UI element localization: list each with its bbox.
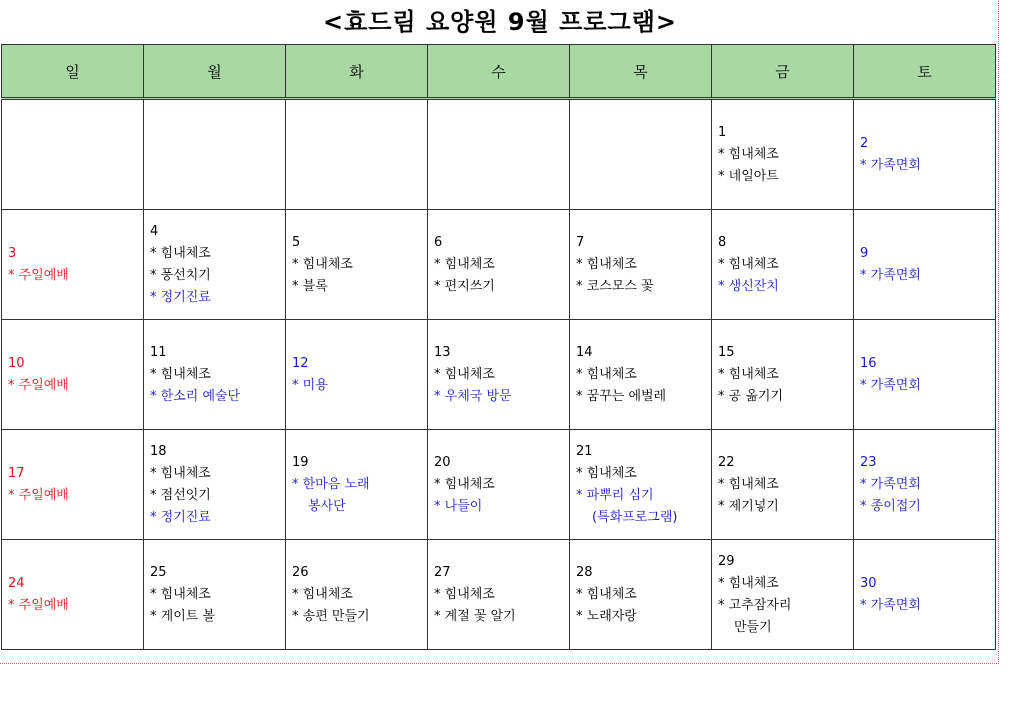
day-cell	[2, 99, 144, 210]
program-item: * 힘내체조	[718, 476, 779, 492]
day-cell	[570, 99, 712, 210]
program-item: * 파뿌리 심기	[576, 487, 654, 503]
program-item: * 가족면회	[860, 597, 921, 613]
program-item: * 꿈꾸는 에벌레	[576, 388, 667, 404]
page-title: <효드림 요양원 9월 프로그램>	[322, 8, 677, 36]
day-number: 12	[292, 355, 309, 371]
day-number: 25	[150, 564, 167, 580]
weekday-header: 월	[144, 45, 286, 99]
program-item: * 우체국 방문	[434, 388, 512, 404]
program-item: * 주일예배	[8, 597, 69, 613]
day-number: 15	[718, 344, 735, 360]
day-cell	[286, 540, 428, 650]
day-cell	[286, 430, 428, 540]
program-item: * 가족면회	[860, 377, 921, 393]
program-item: * 공 옮기기	[718, 388, 783, 404]
program-item: * 게이트 볼	[150, 608, 215, 624]
day-cell	[2, 320, 144, 430]
program-item: (특화프로그램)	[592, 509, 678, 525]
day-cell	[428, 430, 570, 540]
program-item: * 점선잇기	[150, 487, 211, 503]
day-number: 30	[860, 575, 877, 591]
day-cell	[428, 320, 570, 430]
weekday-header: 일	[2, 45, 144, 99]
program-item: * 생신잔치	[718, 278, 779, 294]
day-cell	[570, 430, 712, 540]
day-number: 26	[292, 564, 309, 580]
program-item: * 코스모스 꽃	[576, 278, 654, 294]
weekday-header: 금	[712, 45, 854, 99]
day-number: 13	[434, 344, 451, 360]
program-item: * 송편 만들기	[292, 608, 370, 624]
day-cell	[854, 210, 996, 320]
program-item: * 정기진료	[150, 509, 211, 525]
day-number: 22	[718, 454, 735, 470]
day-number: 21	[576, 443, 593, 459]
program-item: * 주일예배	[8, 267, 69, 283]
program-item: * 힘내체조	[292, 256, 353, 272]
program-item: * 힘내체조	[434, 366, 495, 382]
program-item: * 가족면회	[860, 476, 921, 492]
day-cell	[286, 99, 428, 210]
week-row	[2, 540, 996, 650]
day-cell	[712, 430, 854, 540]
day-cell	[428, 540, 570, 650]
day-number: 24	[8, 575, 25, 591]
program-item: * 힘내체조	[434, 586, 495, 602]
program-item: * 계절 꽃 알기	[434, 608, 516, 624]
calendar-table	[1, 44, 996, 650]
program-item: * 가족면회	[860, 267, 921, 283]
program-item: * 제기넣기	[718, 498, 779, 514]
day-number: 2	[860, 135, 869, 151]
program-item: * 가족면회	[860, 157, 921, 173]
day-cell	[570, 210, 712, 320]
day-cell	[712, 540, 854, 650]
day-number: 14	[576, 344, 593, 360]
program-item: * 힘내체조	[718, 256, 779, 272]
day-cell	[428, 210, 570, 320]
program-item: * 힘내체조	[150, 245, 211, 261]
week-row	[2, 210, 996, 320]
program-item: * 한마음 노래	[292, 476, 370, 492]
program-item: * 힘내체조	[718, 366, 779, 382]
program-item: * 힘내체조	[150, 366, 211, 382]
day-number: 29	[718, 553, 735, 569]
week-row	[2, 430, 996, 540]
day-number: 4	[150, 223, 159, 239]
day-number: 8	[718, 234, 727, 250]
day-number: 5	[292, 234, 301, 250]
week-row	[2, 320, 996, 430]
day-cell	[144, 320, 286, 430]
program-item: * 정기진료	[150, 289, 211, 305]
weekday-header: 수	[428, 45, 570, 99]
program-item: * 종이접기	[860, 498, 921, 514]
day-number: 27	[434, 564, 451, 580]
program-item: * 힘내체조	[434, 476, 495, 492]
day-cell	[854, 430, 996, 540]
program-item: * 노래자랑	[576, 608, 637, 624]
day-number: 20	[434, 454, 451, 470]
program-item: * 힘내체조	[576, 586, 637, 602]
week-row	[2, 99, 996, 210]
day-cell	[2, 430, 144, 540]
day-cell	[854, 99, 996, 210]
weekday-header: 목	[570, 45, 712, 99]
program-item: * 힘내체조	[150, 586, 211, 602]
day-cell	[570, 540, 712, 650]
day-cell	[712, 210, 854, 320]
day-number: 6	[434, 234, 443, 250]
day-number: 23	[860, 454, 877, 470]
program-item: * 힘내체조	[150, 465, 211, 481]
program-item: * 힘내체조	[718, 146, 779, 162]
program-item: * 네일아트	[718, 168, 779, 184]
day-number: 9	[860, 245, 869, 261]
program-item: * 주일예배	[8, 377, 69, 393]
program-item: * 주일예배	[8, 487, 69, 503]
program-item: * 나들이	[434, 498, 483, 514]
program-item: * 힘내체조	[292, 586, 353, 602]
day-number: 10	[8, 355, 25, 371]
day-cell	[286, 210, 428, 320]
program-item: 봉사단	[308, 498, 346, 514]
program-item: 만들기	[734, 619, 772, 635]
day-cell	[2, 210, 144, 320]
day-number: 16	[860, 355, 877, 371]
program-item: * 힘내체조	[718, 575, 779, 591]
weekday-header: 토	[854, 45, 996, 99]
day-cell	[854, 320, 996, 430]
program-item: * 미용	[292, 377, 328, 393]
day-number: 7	[576, 234, 585, 250]
day-cell	[144, 99, 286, 210]
program-item: * 고추잠자리	[718, 597, 792, 613]
day-cell	[428, 99, 570, 210]
program-item: * 편지쓰기	[434, 278, 495, 294]
day-cell	[144, 540, 286, 650]
weekday-header: 화	[286, 45, 428, 99]
day-number: 1	[718, 124, 727, 140]
day-number: 28	[576, 564, 593, 580]
weekday-header-row	[2, 45, 996, 99]
day-number: 11	[150, 344, 167, 360]
program-item: * 힘내체조	[576, 366, 637, 382]
day-number: 17	[8, 465, 25, 481]
program-item: * 풍선치기	[150, 267, 211, 283]
program-item: * 힘내체조	[434, 256, 495, 272]
day-number: 18	[150, 443, 167, 459]
day-cell	[570, 320, 712, 430]
program-item: * 블록	[292, 278, 328, 294]
day-cell	[144, 210, 286, 320]
program-item: * 한소리 예술단	[150, 388, 241, 404]
day-cell	[712, 320, 854, 430]
day-cell	[854, 540, 996, 650]
day-cell	[286, 320, 428, 430]
day-number: 3	[8, 245, 17, 261]
day-number: 19	[292, 454, 309, 470]
day-cell	[2, 540, 144, 650]
program-item: * 힘내체조	[576, 465, 637, 481]
program-item: * 힘내체조	[576, 256, 637, 272]
day-cell	[712, 99, 854, 210]
day-cell	[144, 430, 286, 540]
